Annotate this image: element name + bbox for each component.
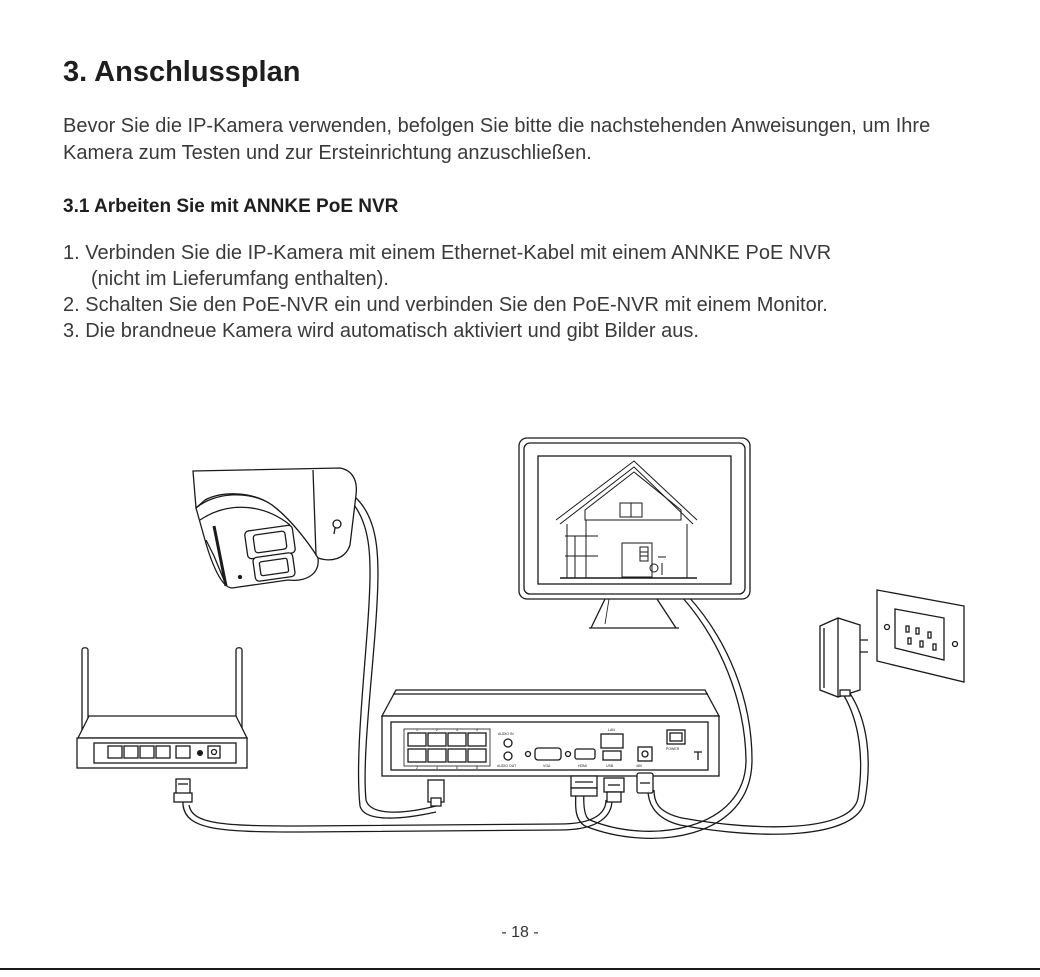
- nvr-port-number: 8: [476, 766, 478, 770]
- vga-label: VGA: [543, 764, 551, 768]
- ethernet-plug-icon: [174, 779, 192, 802]
- section-title: 3.1 Arbeiten Sie mit ANNKE PoE NVR: [63, 196, 399, 217]
- monitor-icon: [519, 438, 750, 628]
- intro-paragraph: Bevor Sie die IP-Kamera verwenden, befolgen Sie bitte die nachstehenden Anweisungen, um Ihre Kamera zum Testen und zur Ersteinrichtung anzuschließen.: [63, 115, 931, 164]
- nvr-icon: [382, 690, 719, 776]
- nvr-port-number: 3: [456, 728, 458, 732]
- page-number: - 18 -: [501, 924, 539, 941]
- router-cable: [183, 800, 612, 832]
- nvr-port-number: 2: [436, 728, 438, 732]
- audio-in-label: AUDIO IN: [498, 732, 514, 736]
- step-text: 2. Schalten Sie den PoE-NVR ein und verbinden Sie den PoE-NVR mit einem Monitor.: [63, 294, 828, 316]
- connection-diagram: [0, 400, 1040, 900]
- usb-label: USB: [606, 764, 614, 768]
- nvr-ethernet-plug-icon: [428, 780, 444, 806]
- router-icon: [77, 648, 247, 768]
- power-label: POWER: [666, 747, 680, 751]
- nvr-port-number: 4: [436, 766, 438, 770]
- step-item: [63, 318, 1023, 344]
- nvr-port-number: 2: [416, 766, 418, 770]
- step-text: 1. Verbinden Sie die IP-Kamera mit einem Ethernet-Kabel mit einem ANNKE PoE NVR: [63, 242, 832, 264]
- step-text: 3. Die brandneue Kamera wird automatisch aktiviert und gibt Bilder aus.: [63, 320, 699, 342]
- nvr-port-number: 6: [456, 766, 458, 770]
- step-item: [63, 240, 1023, 292]
- power-plug-icon: [637, 773, 653, 793]
- dome-camera-icon: [193, 468, 356, 588]
- power-adapter-icon: [820, 618, 868, 697]
- dc-label: 48V: [636, 764, 643, 768]
- lan-label: LAN: [608, 728, 615, 732]
- wall-outlet-icon: [877, 590, 964, 682]
- step-list: [63, 240, 1023, 344]
- step-item: [63, 292, 1023, 318]
- bottom-divider: [0, 968, 1040, 970]
- nvr-port-number: 1: [416, 728, 418, 732]
- hdmi-plug-icon: [571, 776, 597, 796]
- usb-plug-icon: [604, 778, 624, 802]
- step-text-continued: (nicht im Lieferumfang enthalten).: [91, 268, 389, 290]
- page-title: 3. Anschlussplan: [63, 56, 301, 88]
- hdmi-label: HDMI: [578, 764, 587, 768]
- nvr-port-number: 4: [476, 728, 478, 732]
- audio-out-label: AUDIO OUT: [497, 764, 517, 768]
